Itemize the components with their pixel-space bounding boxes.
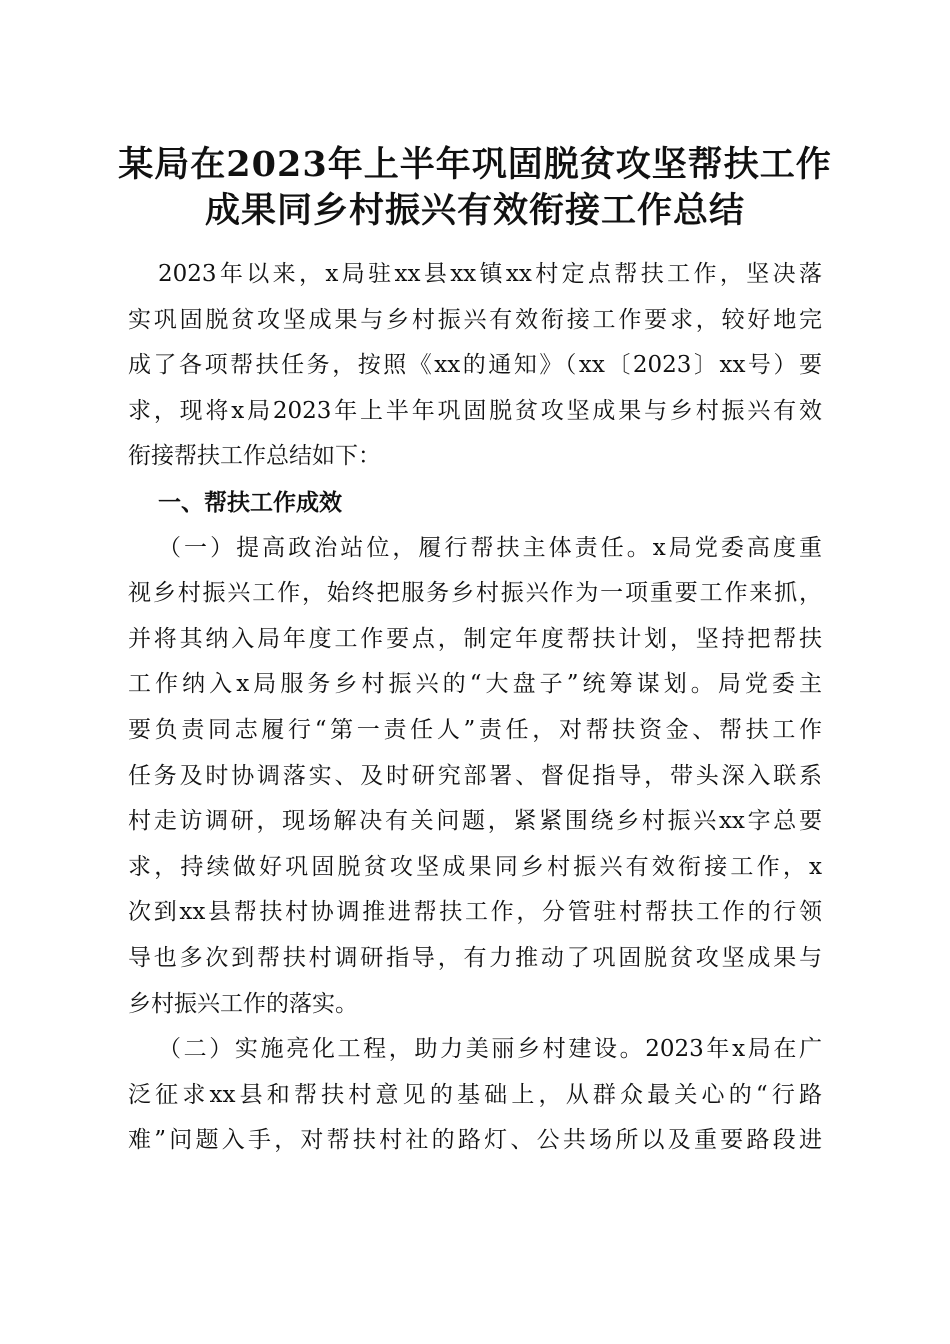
text-line: 并将其纳入局年度工作要点，制定年度帮扶计划，坚持把帮扶	[128, 625, 822, 652]
paragraph	[128, 1027, 822, 1164]
text-line: 求，现将x局2023年上半年巩固脱贫攻坚成果与乡村振兴有效	[128, 397, 822, 424]
text-line: 导也多次到帮扶村调研指导，有力推动了巩固脱贫攻坚成果与	[128, 944, 822, 971]
document-title-line-1: 某局在2023年上半年巩固脱贫攻坚帮扶工作	[118, 144, 832, 185]
text-line: （二）实施亮化工程，助力美丽乡村建设。2023年x局在广	[158, 1036, 822, 1063]
text-line: 乡村振兴工作的落实。	[128, 990, 358, 1017]
text-line: 任务及时协调落实、及时研究部署、督促指导，带头深入联系	[128, 762, 822, 789]
text-line: 衔接帮扶工作总结如下：	[128, 443, 381, 470]
section-heading	[128, 480, 822, 526]
text-line: 要负责同志履行“第一责任人”责任，对帮扶资金、帮扶工作	[128, 716, 822, 743]
text-line: 泛征求xx县和帮扶村意见的基础上，从群众最关心的“行路	[128, 1081, 822, 1108]
text-line: 成了各项帮扶任务，按照《xx的通知》（xx〔2023〕xx号）要	[128, 352, 822, 379]
text-line: 求，持续做好巩固脱贫攻坚成果同乡村振兴有效衔接工作，x	[128, 853, 822, 880]
text-line: 视乡村振兴工作，始终把服务乡村振兴作为一项重要工作来抓，	[128, 580, 822, 607]
text-line: 2023年以来，x局驻xx县xx镇xx村定点帮扶工作，坚决落	[158, 261, 822, 287]
text-line: 难”问题入手，对帮扶村社的路灯、公共场所以及重要路段进	[128, 1127, 822, 1154]
paragraph	[128, 526, 822, 1028]
document-body	[128, 252, 822, 1164]
document-title-line-2: 成果同乡村振兴有效衔接工作总结	[204, 190, 745, 231]
text-line: 次到xx县帮扶村协调推进帮扶工作，分管驻村帮扶工作的行领	[128, 899, 822, 926]
text-line: 一、帮扶工作成效	[158, 488, 342, 516]
text-line: 工作纳入x局服务乡村振兴的“大盘子”统筹谋划。局党委主	[128, 671, 822, 698]
text-line: （一）提高政治站位，履行帮扶主体责任。x局党委高度重	[158, 534, 822, 561]
text-line: 村走访调研，现场解决有关问题，紧紧围绕乡村振兴xx字总要	[128, 808, 822, 835]
text-line: 实巩固脱贫攻坚成果与乡村振兴有效衔接工作要求，较好地完	[128, 306, 822, 333]
paragraph	[128, 252, 822, 480]
